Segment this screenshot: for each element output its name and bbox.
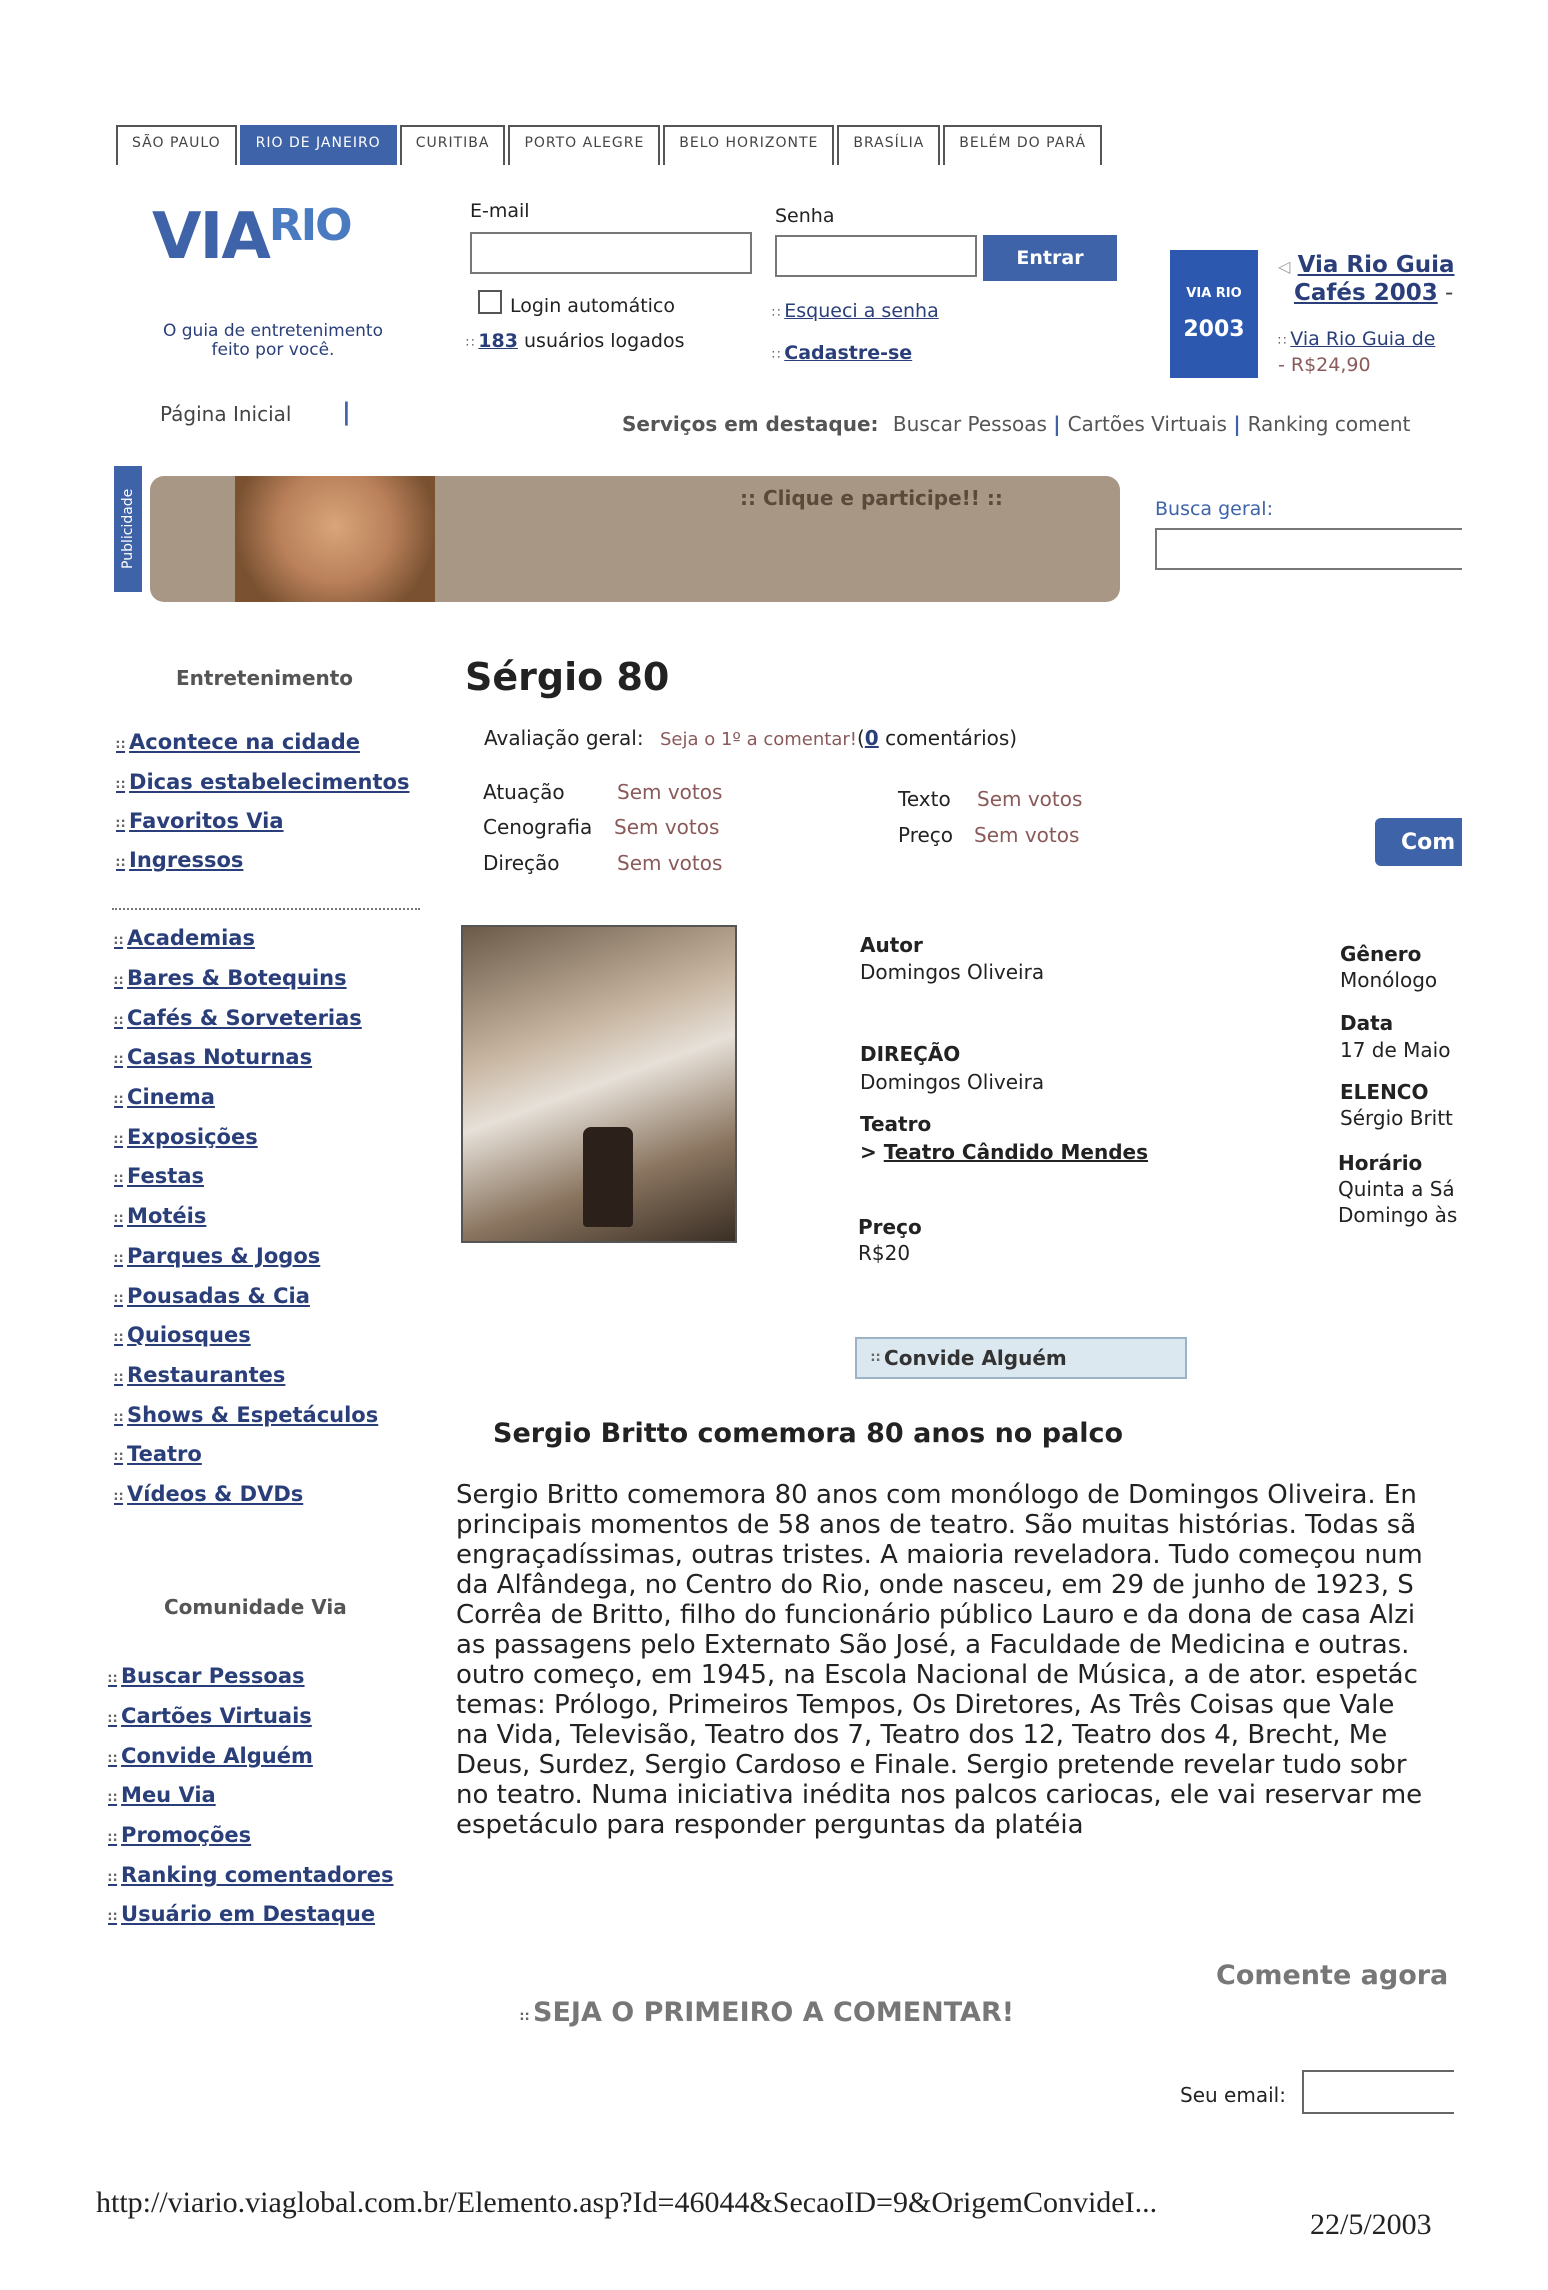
services-label: Serviços em destaque:	[622, 412, 879, 436]
sidebar-item-cafes[interactable]	[114, 1006, 378, 1045]
bullet-icon: ∷	[108, 1831, 118, 1846]
article-body	[456, 1480, 1456, 1880]
genero-label: Gênero	[1340, 942, 1422, 966]
sidebar-group-3	[108, 1664, 394, 1942]
service-cartoes-virtuais[interactable]: Cartões Virtuais	[1067, 412, 1227, 436]
bullet-icon: ∷	[114, 1252, 124, 1267]
sidebar-item-buscar-pessoas[interactable]	[108, 1664, 394, 1704]
sidebar-divider	[112, 908, 420, 910]
show-photo	[461, 925, 737, 1243]
comment-button[interactable]: Com	[1375, 818, 1475, 866]
autor-value: Domingos Oliveira	[860, 960, 1045, 984]
page-title: Sérgio 80	[465, 655, 670, 699]
article-line: Deus, Surdez, Sergio Cardoso e Finale. Sergio pretende revelar tudo sobr	[456, 1750, 1407, 1780]
rating-suffix: comentários)	[885, 726, 1018, 750]
rating-label: Avaliação geral:	[484, 726, 644, 750]
horario-label: Horário	[1338, 1151, 1423, 1175]
bullet-icon: ∷	[108, 1871, 118, 1886]
tab-brasilia[interactable]: BRASÍLIA	[837, 125, 940, 165]
publicidade-label: Publicidade	[114, 466, 142, 592]
rating-texto-value: Sem votos	[977, 787, 1083, 811]
bullet-icon: ∷	[108, 1910, 118, 1925]
teatro-arrow: >	[860, 1140, 877, 1164]
tab-belem-do-para[interactable]: BELÉM DO PARÁ	[943, 125, 1102, 165]
bullet-icon: ∷	[772, 348, 781, 363]
data-label: Data	[1340, 1011, 1394, 1035]
article-line: Sergio Britto comemora 80 anos com monólogo de Domingos Oliveira. En	[456, 1480, 1417, 1510]
sidebar-item-promocoes[interactable]	[108, 1823, 394, 1863]
sidebar-item-label: Cafés & Sorveterias	[127, 1006, 362, 1030]
sidebar-item-label: Exposições	[127, 1125, 258, 1149]
promo-link-row	[1278, 328, 1435, 350]
signup-link[interactable]: Cadastre-se	[784, 342, 913, 364]
bullet-icon: ∷	[114, 1212, 124, 1227]
bullet-icon: ∷	[114, 934, 124, 949]
direcao-label: DIREÇÃO	[860, 1042, 961, 1066]
logo-via: VIA	[152, 200, 269, 274]
via-rio-logo[interactable]	[152, 200, 351, 274]
book-title: VIA RIO	[1186, 286, 1242, 301]
sidebar-group-2	[114, 926, 378, 1522]
sidebar-item-convide[interactable]	[108, 1744, 394, 1783]
signup	[772, 342, 912, 364]
sidebar-item-label: Convide Alguém	[121, 1744, 313, 1768]
bullet-icon: ∷	[114, 1093, 124, 1108]
rating-atuacao-label: Atuação	[483, 780, 565, 804]
preco-label: Preço	[858, 1215, 922, 1239]
bottle-shape	[583, 1127, 633, 1227]
guide-book-image[interactable]	[1170, 250, 1258, 378]
bullet-icon: ∷	[116, 778, 126, 793]
seu-email-label: Seu email:	[1180, 2083, 1286, 2107]
sidebar-item-label: Dicas estabelecimentos	[129, 770, 410, 794]
sidebar-item-label: Teatro	[127, 1442, 202, 1466]
bullet-icon: ∷	[114, 1014, 124, 1029]
bullet-icon: ∷	[1278, 334, 1287, 349]
sidebar-item-label: Cinema	[127, 1085, 215, 1109]
users-count-link[interactable]: 183	[478, 330, 518, 352]
article-line: no teatro. Numa iniciativa inédita nos palcos cariocas, ele vai reservar me	[456, 1780, 1423, 1810]
bullet-icon: ∷	[108, 1752, 118, 1767]
tab-belo-horizonte[interactable]: BELO HORIZONTE	[663, 125, 834, 165]
bullet-icon: ∷	[114, 1450, 124, 1465]
tab-rio-de-janeiro[interactable]: RIO DE JANEIRO	[240, 125, 397, 165]
entretenimento-title: Entretenimento	[176, 666, 354, 690]
sidebar-item-label: Acontece na cidade	[129, 730, 360, 754]
primeiro-comentar	[520, 1997, 1014, 2028]
sidebar-item-label: Festas	[127, 1164, 204, 1188]
logo-tagline: O guia de entretenimento feito por você.	[162, 321, 383, 360]
convide-button[interactable]	[855, 1337, 1187, 1379]
sidebar-item-label: Meu Via	[121, 1783, 216, 1807]
entrar-button[interactable]: Entrar	[983, 235, 1117, 281]
service-buscar-pessoas[interactable]: Buscar Pessoas	[892, 412, 1047, 436]
genero-value: Monólogo	[1340, 968, 1438, 992]
sidebar-item-label: Parques & Jogos	[127, 1244, 321, 1268]
banner-cta: :: Clique e participe!! ::	[740, 486, 1003, 510]
sidebar-item-label: Casas Noturnas	[127, 1045, 313, 1069]
service-ranking[interactable]: Ranking coment	[1247, 412, 1411, 436]
elenco-value: Sérgio Britt	[1340, 1106, 1453, 1130]
sidebar-item-label: Pousadas & Cia	[127, 1284, 310, 1308]
article-line: engraçadíssimas, outras tristes. A maioria reveladora. Tudo começou num	[456, 1540, 1423, 1570]
sidebar-item-label: Usuário em Destaque	[121, 1902, 376, 1926]
data-value: 17 de Maio	[1340, 1038, 1451, 1062]
bullet-icon: ∷	[108, 1791, 118, 1806]
horario-value-1: Quinta a Sá	[1338, 1177, 1455, 1201]
article-line: temas: Prólogo, Primeiros Tempos, Os Diretores, As Três Coisas que Vale	[456, 1690, 1395, 1720]
teatro-label: Teatro	[860, 1112, 932, 1136]
email-label: E-mail	[470, 200, 530, 222]
rating-direcao-value: Sem votos	[617, 851, 723, 875]
rating-texto-label: Texto	[898, 787, 951, 811]
sidebar-item-label: Buscar Pessoas	[121, 1664, 305, 1688]
bullet-icon: ∷	[116, 738, 126, 753]
sidebar-item-label: Vídeos & DVDs	[127, 1482, 304, 1506]
promo-subtitle-link[interactable]: Cafés 2003	[1294, 280, 1438, 306]
forgot-password-link[interactable]: Esqueci a senha	[784, 300, 939, 322]
rating-cenografia-value: Sem votos	[614, 815, 720, 839]
article-line: espetáculo para responder perguntas da platéia	[456, 1810, 1084, 1840]
bullet-icon: ∷	[114, 1053, 124, 1068]
arrow-left-icon: ◁	[1278, 257, 1291, 276]
sidebar-item-label: Academias	[127, 926, 255, 950]
rating-direcao-label: Direção	[483, 851, 560, 875]
auto-login-label: Login automático	[510, 295, 676, 317]
rating-summary	[484, 726, 1017, 750]
promo-title	[1278, 252, 1455, 278]
ad-banner[interactable]	[150, 476, 1120, 602]
bullet-icon: ∷	[114, 1292, 124, 1307]
rating-preco-value: Sem votos	[974, 823, 1080, 847]
bullet-icon: ∷	[114, 1331, 124, 1346]
sidebar-item-moteis[interactable]	[114, 1204, 378, 1244]
sidebar-item-casas-noturnas[interactable]	[114, 1045, 378, 1085]
sidebar-item-label: Shows & Espetáculos	[127, 1403, 379, 1427]
promo-link[interactable]: Via Rio Guia de	[1290, 328, 1436, 350]
bullet-icon: ∷	[466, 336, 475, 351]
rating-count-link[interactable]: 0	[864, 726, 879, 750]
rating-first-link[interactable]: Seja o 1º a comentar!	[659, 729, 857, 750]
footer-date: 22/5/2003	[1310, 2208, 1432, 2241]
sidebar-item-acontece[interactable]	[116, 730, 409, 770]
sidebar-item-usuario-destaque[interactable]	[108, 1902, 394, 1942]
banner-face-image	[235, 476, 435, 602]
password-field[interactable]	[775, 235, 977, 277]
preco-value: R$20	[858, 1241, 911, 1265]
bullet-icon: ∷	[114, 1371, 124, 1386]
bullet-icon: ∷	[114, 974, 124, 989]
bullet-icon: ∷	[114, 1172, 124, 1187]
sidebar-item-parques[interactable]	[114, 1244, 378, 1284]
article-line: da Alfândega, no Centro do Rio, onde nasceu, em 29 de junho de 1923, S	[456, 1570, 1414, 1600]
bullet-icon: ∷	[108, 1672, 118, 1687]
tab-curitiba[interactable]: CURITIBA	[400, 125, 506, 165]
search-input[interactable]	[1155, 528, 1467, 570]
nav-separator: |	[342, 398, 351, 426]
sidebar-item-dicas[interactable]	[116, 770, 409, 809]
users-text: usuários logados	[524, 330, 685, 352]
search-label: Busca geral:	[1155, 498, 1273, 520]
footer-url: http://viario.viaglobal.com.br/Elemento.asp?Id=46044&SecaoID=9&OrigemConvideI...	[96, 2186, 1158, 2219]
rating-paren: (	[856, 726, 865, 750]
sidebar-item-favoritos[interactable]	[116, 809, 409, 848]
seu-email-field[interactable]	[1302, 2070, 1454, 2114]
promo-subtitle	[1294, 280, 1453, 306]
article-line: outro começo, em 1945, na Escola Nacional de Música, a de ator. espetác	[456, 1660, 1418, 1690]
bullet-icon: ∷	[114, 1490, 124, 1505]
sidebar-item-academias[interactable]	[114, 926, 378, 966]
sidebar-item-label: Favoritos Via	[129, 809, 284, 833]
city-tabs	[116, 115, 1105, 165]
sidebar-item-cinema[interactable]	[114, 1085, 378, 1125]
sidebar-item-ranking[interactable]	[108, 1863, 394, 1902]
sidebar-item-bares[interactable]	[114, 966, 378, 1006]
logo-rio: RIO	[268, 200, 351, 251]
auto-login-checkbox[interactable]	[478, 290, 502, 314]
services-bar	[622, 412, 1410, 436]
sidebar-item-restaurantes[interactable]	[114, 1363, 378, 1403]
page-right-margin	[1462, 0, 1548, 2290]
tab-porto-alegre[interactable]: PORTO ALEGRE	[508, 125, 660, 165]
bullet-icon: ∷	[108, 1712, 118, 1727]
autor-label: Autor	[860, 933, 923, 957]
promo-dash: -	[1445, 280, 1454, 306]
promo-title-link[interactable]: Via Rio Guia	[1297, 252, 1455, 278]
sidebar-item-shows[interactable]	[114, 1403, 378, 1442]
sidebar-item-cartoes[interactable]	[108, 1704, 394, 1744]
horario-value-2: Domingo às	[1338, 1203, 1458, 1227]
senha-label: Senha	[775, 205, 835, 227]
direcao-value: Domingos Oliveira	[860, 1070, 1045, 1094]
sidebar-item-videos[interactable]	[114, 1482, 378, 1522]
rating-atuacao-value: Sem votos	[617, 780, 723, 804]
comunidade-title: Comunidade Via	[164, 1595, 347, 1619]
forgot-password	[772, 300, 939, 322]
sidebar-item-quiosques[interactable]	[114, 1323, 378, 1363]
bullet-icon: ∷	[116, 817, 126, 832]
email-field[interactable]	[470, 232, 752, 274]
users-logged	[466, 330, 684, 352]
sidebar-item-festas[interactable]	[114, 1164, 378, 1204]
sidebar-item-meu-via[interactable]	[108, 1783, 394, 1823]
sidebar-item-label: Promoções	[121, 1823, 252, 1847]
primeiro-comentar-label: SEJA O PRIMEIRO A COMENTAR!	[533, 1997, 1015, 2028]
article-line: Corrêa de Britto, filho do funcionário público Lauro e da dona de casa Alzi	[456, 1600, 1416, 1630]
sidebar-item-pousadas[interactable]	[114, 1284, 378, 1323]
teatro-link[interactable]: Teatro Cândido Mendes	[883, 1140, 1149, 1164]
bullet-icon: ∷	[772, 306, 781, 321]
sidebar-item-label: Motéis	[127, 1204, 207, 1228]
nav-separator: |	[1053, 412, 1068, 436]
article-line: principais momentos de 58 anos de teatro. São muitas histórias. Todas sã	[456, 1510, 1417, 1540]
article-line: na Vida, Televisão, Teatro dos 7, Teatro dos 12, Teatro dos 4, Brecht, Me	[456, 1720, 1388, 1750]
sidebar-item-label: Bares & Botequins	[127, 966, 347, 990]
article-line: as passagens pelo Externato São José, a Faculdade de Medicina e outras.	[456, 1630, 1410, 1660]
bullet-icon: ∷	[114, 1411, 124, 1426]
book-year: 2003	[1183, 317, 1245, 342]
comente-agora-heading: Comente agora	[1216, 1960, 1449, 1991]
bullet-icon: ∷	[114, 1133, 124, 1148]
sidebar-item-label: Restaurantes	[127, 1363, 286, 1387]
convide-label: Convide Alguém	[884, 1346, 1067, 1370]
sidebar-item-exposicoes[interactable]	[114, 1125, 378, 1164]
bullet-icon: ∷	[871, 1350, 881, 1366]
tab-sao-paulo[interactable]: SÃO PAULO	[116, 125, 237, 165]
sidebar-item-label: Ingressos	[129, 848, 244, 872]
sidebar-group-1	[116, 730, 409, 887]
sidebar-item-label: Cartões Virtuais	[121, 1704, 312, 1728]
sidebar-item-teatro[interactable]	[114, 1442, 378, 1482]
nav-separator: |	[1233, 412, 1248, 436]
elenco-label: ELENCO	[1340, 1080, 1429, 1104]
home-link[interactable]: Página Inicial	[160, 402, 292, 426]
promo-price: - R$24,90	[1278, 354, 1371, 376]
rating-cenografia-label: Cenografia	[483, 815, 593, 839]
bullet-icon: ∷	[520, 2010, 530, 2025]
rating-preco-label: Preço	[898, 823, 954, 847]
sidebar-item-ingressos[interactable]	[116, 848, 409, 887]
sidebar-item-label: Quiosques	[127, 1323, 251, 1347]
bullet-icon: ∷	[116, 856, 126, 871]
teatro-row	[860, 1140, 1148, 1164]
sidebar-item-label: Ranking comentadores	[121, 1863, 394, 1887]
article-title: Sergio Britto comemora 80 anos no palco	[493, 1418, 1124, 1449]
